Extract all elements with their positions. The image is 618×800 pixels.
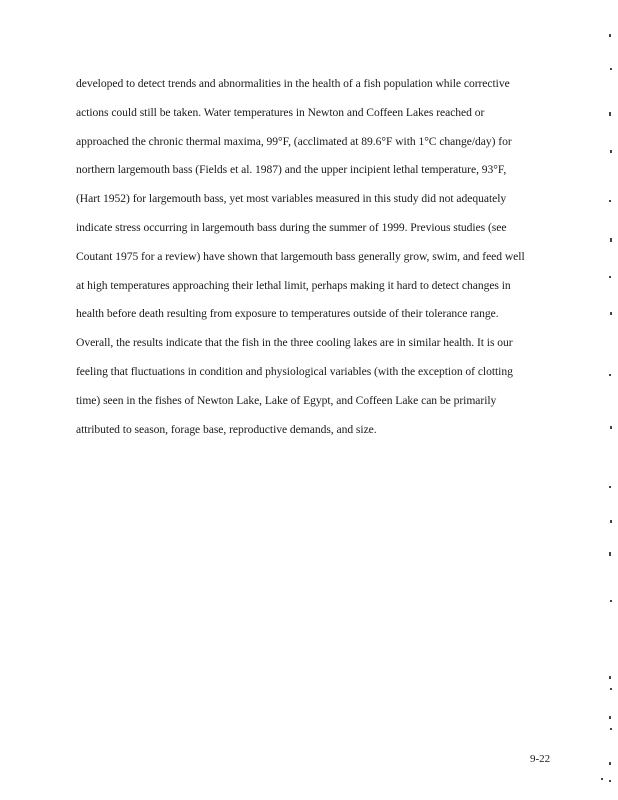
scan-speck	[609, 552, 611, 556]
scan-margin-artifacts	[596, 0, 618, 800]
text-line-3: approached the chronic thermal maxima, 99°F, (acclimated at 89.6°F with 1°C change/day) for	[76, 134, 512, 148]
scan-speck	[610, 600, 612, 602]
text-line-10: Overall, the results indicate that the fish in the three cooling lakes are in similar health. It is our	[76, 336, 513, 350]
scan-speck	[609, 200, 611, 202]
scan-speck	[601, 778, 603, 780]
scan-speck	[610, 312, 612, 315]
scan-speck	[609, 676, 611, 679]
text-line-8: at high temperatures approaching their lethal limit, perhaps making it hard to detect changes in	[76, 278, 511, 292]
text-line-11: feeling that fluctuations in condition and physiological variables (with the exception of clotting	[76, 364, 513, 378]
text-line-13: attributed to season, forage base, reproductive demands, and size.	[76, 422, 377, 436]
scan-speck	[609, 780, 611, 782]
scan-speck	[609, 716, 611, 719]
scan-speck	[609, 486, 611, 488]
text-line-12: time) seen in the fishes of Newton Lake, Lake of Egypt, and Coffeen Lake can be primarily	[76, 393, 497, 407]
text-line-7: Coutant 1975 for a review) have shown that largemouth bass generally grow, swim, and feed well	[76, 249, 525, 263]
scan-speck	[610, 68, 612, 70]
scan-speck	[610, 520, 612, 523]
text-line-6: indicate stress occurring in largemouth bass during the summer of 1999. Previous studies (see	[76, 220, 507, 234]
text-line-2: actions could still be taken. Water temperatures in Newton and Coffeen Lakes reached or	[76, 105, 485, 119]
scan-speck	[610, 426, 612, 429]
scan-speck	[610, 238, 612, 242]
scan-speck	[610, 728, 612, 730]
text-line-4: northern largemouth bass (Fields et al. 1987) and the upper incipient lethal temperature, 93°F,	[76, 163, 507, 177]
scan-speck	[610, 150, 612, 153]
text-line-9: health before death resulting from exposure to temperatures outside of their tolerance range.	[76, 307, 499, 321]
scan-speck	[609, 374, 611, 376]
page-number: 9-22	[530, 753, 551, 765]
scan-speck	[609, 34, 611, 37]
scan-speck	[609, 112, 611, 116]
scan-speck	[609, 276, 611, 278]
text-line-5: (Hart 1952) for largemouth bass, yet most variables measured in this study did not adequately	[76, 192, 507, 206]
scan-speck	[609, 762, 611, 765]
text-line-1: developed to detect trends and abnormalities in the health of a fish population while corrective	[76, 77, 510, 90]
scan-speck	[610, 688, 612, 690]
body-paragraph	[76, 70, 556, 444]
